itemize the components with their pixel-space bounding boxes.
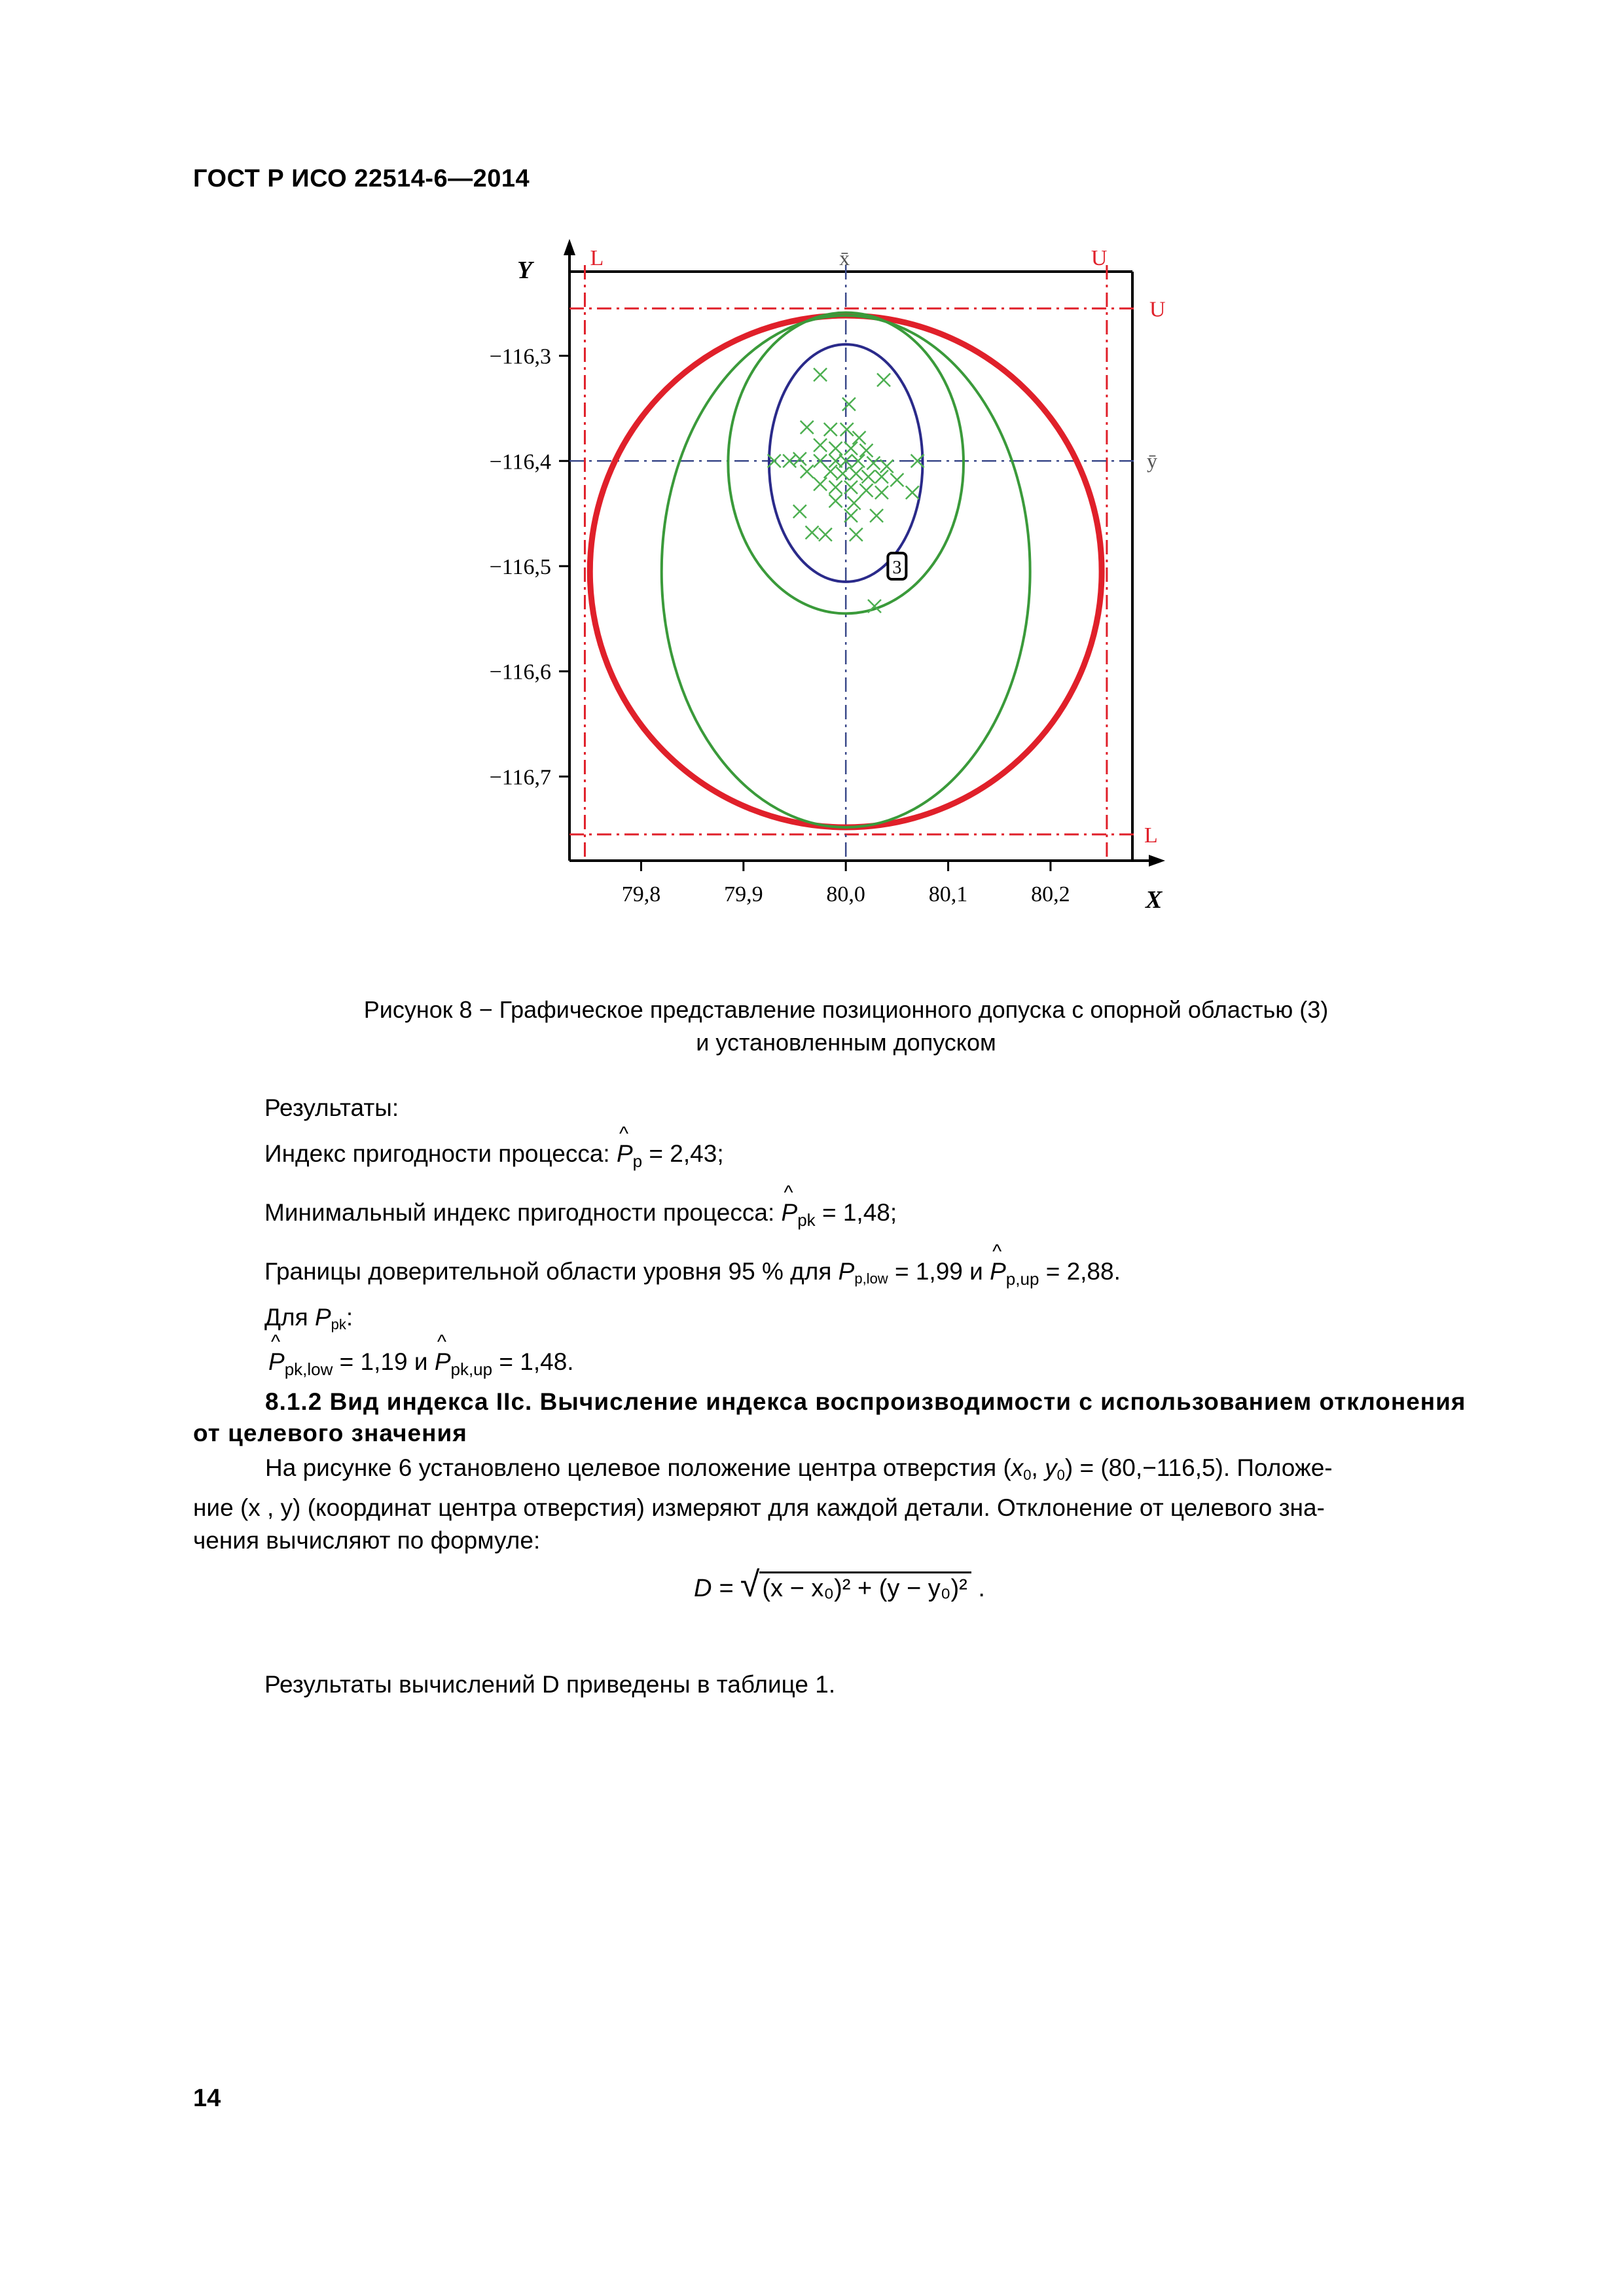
- x-lower-limit-label: L: [590, 246, 604, 270]
- x-axis-arrow: [1149, 855, 1165, 867]
- section-heading-text: 8.1.2 Вид индекса IIc. Вычисление индекса воспроизводимости с использованием отклонения от целевого значения: [193, 1388, 1466, 1446]
- y-lower-limit-label: L: [1144, 823, 1158, 848]
- ppk-up-value: = 1,48.: [499, 1348, 574, 1375]
- x-mean-label: x̄: [839, 246, 850, 270]
- data-point: [806, 526, 819, 539]
- paragraph-line2: ние (x , y) (координат центра отверстия) измеряют для каждой детали. Отклонение от целевого зна-: [193, 1494, 1325, 1521]
- ppk-label: Минимальный индекс пригодности процесса:: [264, 1199, 775, 1226]
- data-point: [862, 470, 875, 483]
- results-title: Результаты:: [264, 1094, 399, 1121]
- deviation-formula: D = √ (x − x₀)² + (y − y₀)² .: [694, 1565, 985, 1604]
- data-point: [859, 484, 873, 497]
- x-tick-label: 80,2: [1031, 882, 1070, 906]
- data-point: [875, 486, 888, 499]
- data-point: [829, 494, 842, 507]
- y-tick-label: −116,7: [489, 765, 551, 790]
- ppk-low-value: = 1,19 и: [339, 1348, 428, 1375]
- data-point: [844, 442, 857, 455]
- data-point: [840, 423, 854, 436]
- figure-caption-line2: и установленным допуском: [696, 1029, 996, 1056]
- ppk-line: Минимальный индекс пригодности процесса: ^ $P_{pk} = 1,48$;: [264, 1199, 897, 1230]
- x-upper-limit-label: U: [1091, 246, 1108, 270]
- formula-radicand: (x − x₀)² + (y − y₀)²: [759, 1571, 971, 1603]
- section-heading: [193, 1386, 1496, 1449]
- data-point: [793, 505, 806, 518]
- confidence-label: Границы доверительной области уровня 95 % для: [264, 1258, 832, 1285]
- data-point: [859, 444, 873, 457]
- x-axis-label: X: [1146, 886, 1163, 914]
- pp-label: Индекс пригодности процесса:: [264, 1140, 610, 1167]
- y-upper-limit-label: U: [1149, 297, 1166, 322]
- for-ppk-line: Для $P_{pk}$:: [264, 1304, 353, 1333]
- data-point: [870, 509, 883, 522]
- data-point: [829, 442, 842, 455]
- confidence-up-value: = 2,88.: [1045, 1258, 1121, 1285]
- figure-caption-line1: Рисунок 8 − Графическое представление позиционного допуска с опорной областью (3): [363, 996, 1329, 1023]
- data-point: [814, 368, 827, 382]
- for-ppk-label: Для: [264, 1304, 308, 1331]
- position-tolerance-chart: [458, 232, 1244, 946]
- x-tick-label: 80,1: [928, 882, 968, 906]
- data-point: [853, 431, 866, 444]
- y-axis-arrow: [564, 239, 575, 255]
- confidence-line: Границы доверительной области уровня 95 % для $P_{p,low} = 1,99$ и ^ $P_{p,up} = 2,88$.: [264, 1258, 1121, 1289]
- data-point: [814, 478, 827, 491]
- y-tick-label: −116,3: [489, 344, 551, 369]
- ppk-value: = 1,48;: [821, 1199, 897, 1226]
- pp-symbol: ^ P: [617, 1140, 633, 1168]
- section-paragraph: [193, 1452, 1496, 1557]
- paragraph-line1: На рисунке 6 установлено целевое положение центра отверстия ($x_0$, $y_0) = (80,-116,5)$. Положе-: [265, 1454, 1333, 1483]
- data-point: [801, 421, 814, 434]
- results-footer: Результаты вычислений D приведены в таблице 1.: [264, 1671, 836, 1698]
- data-point: [850, 528, 863, 541]
- y-tick-label: −116,6: [489, 660, 551, 685]
- data-point: [850, 467, 863, 480]
- data-point: [819, 528, 832, 541]
- y-mean-label: ȳ: [1147, 448, 1157, 473]
- x-tick-label: 79,8: [621, 882, 661, 906]
- ppk-symbol: ^ P: [782, 1199, 798, 1227]
- data-point: [842, 398, 856, 411]
- data-point: [848, 497, 861, 510]
- pp-value: = 2,43;: [649, 1140, 724, 1167]
- data-point: [801, 465, 814, 478]
- paragraph-line3: чения вычисляют по формуле:: [193, 1527, 541, 1554]
- data-point: [906, 486, 919, 499]
- data-point: [814, 439, 827, 452]
- data-point: [824, 423, 837, 436]
- data-point: [836, 467, 849, 480]
- confidence-low-value: = 1,99 и: [894, 1258, 983, 1285]
- region-label: 3: [892, 558, 902, 578]
- data-point: [829, 480, 842, 493]
- y-axis-label: Y: [517, 257, 533, 284]
- document-header: ГОСТ Р ИСО 22514-6—2014: [193, 165, 530, 192]
- data-point: [867, 457, 880, 470]
- ppk-bounds-line: ^ $P_{pk,low} = 1,19$ и ^ $P_{pk,up} = 1,48$.: [268, 1348, 574, 1380]
- pp-line: Индекс пригодности процесса: ^ $P_p = 2,43$;: [264, 1140, 724, 1172]
- data-point: [890, 473, 903, 486]
- x-tick-label: 80,0: [826, 882, 865, 906]
- y-tick-label: −116,5: [489, 555, 551, 579]
- page-number: 14: [193, 2085, 221, 2112]
- x-tick-label: 79,9: [724, 882, 763, 906]
- data-point: [877, 374, 890, 387]
- y-tick-label: −116,4: [489, 450, 551, 475]
